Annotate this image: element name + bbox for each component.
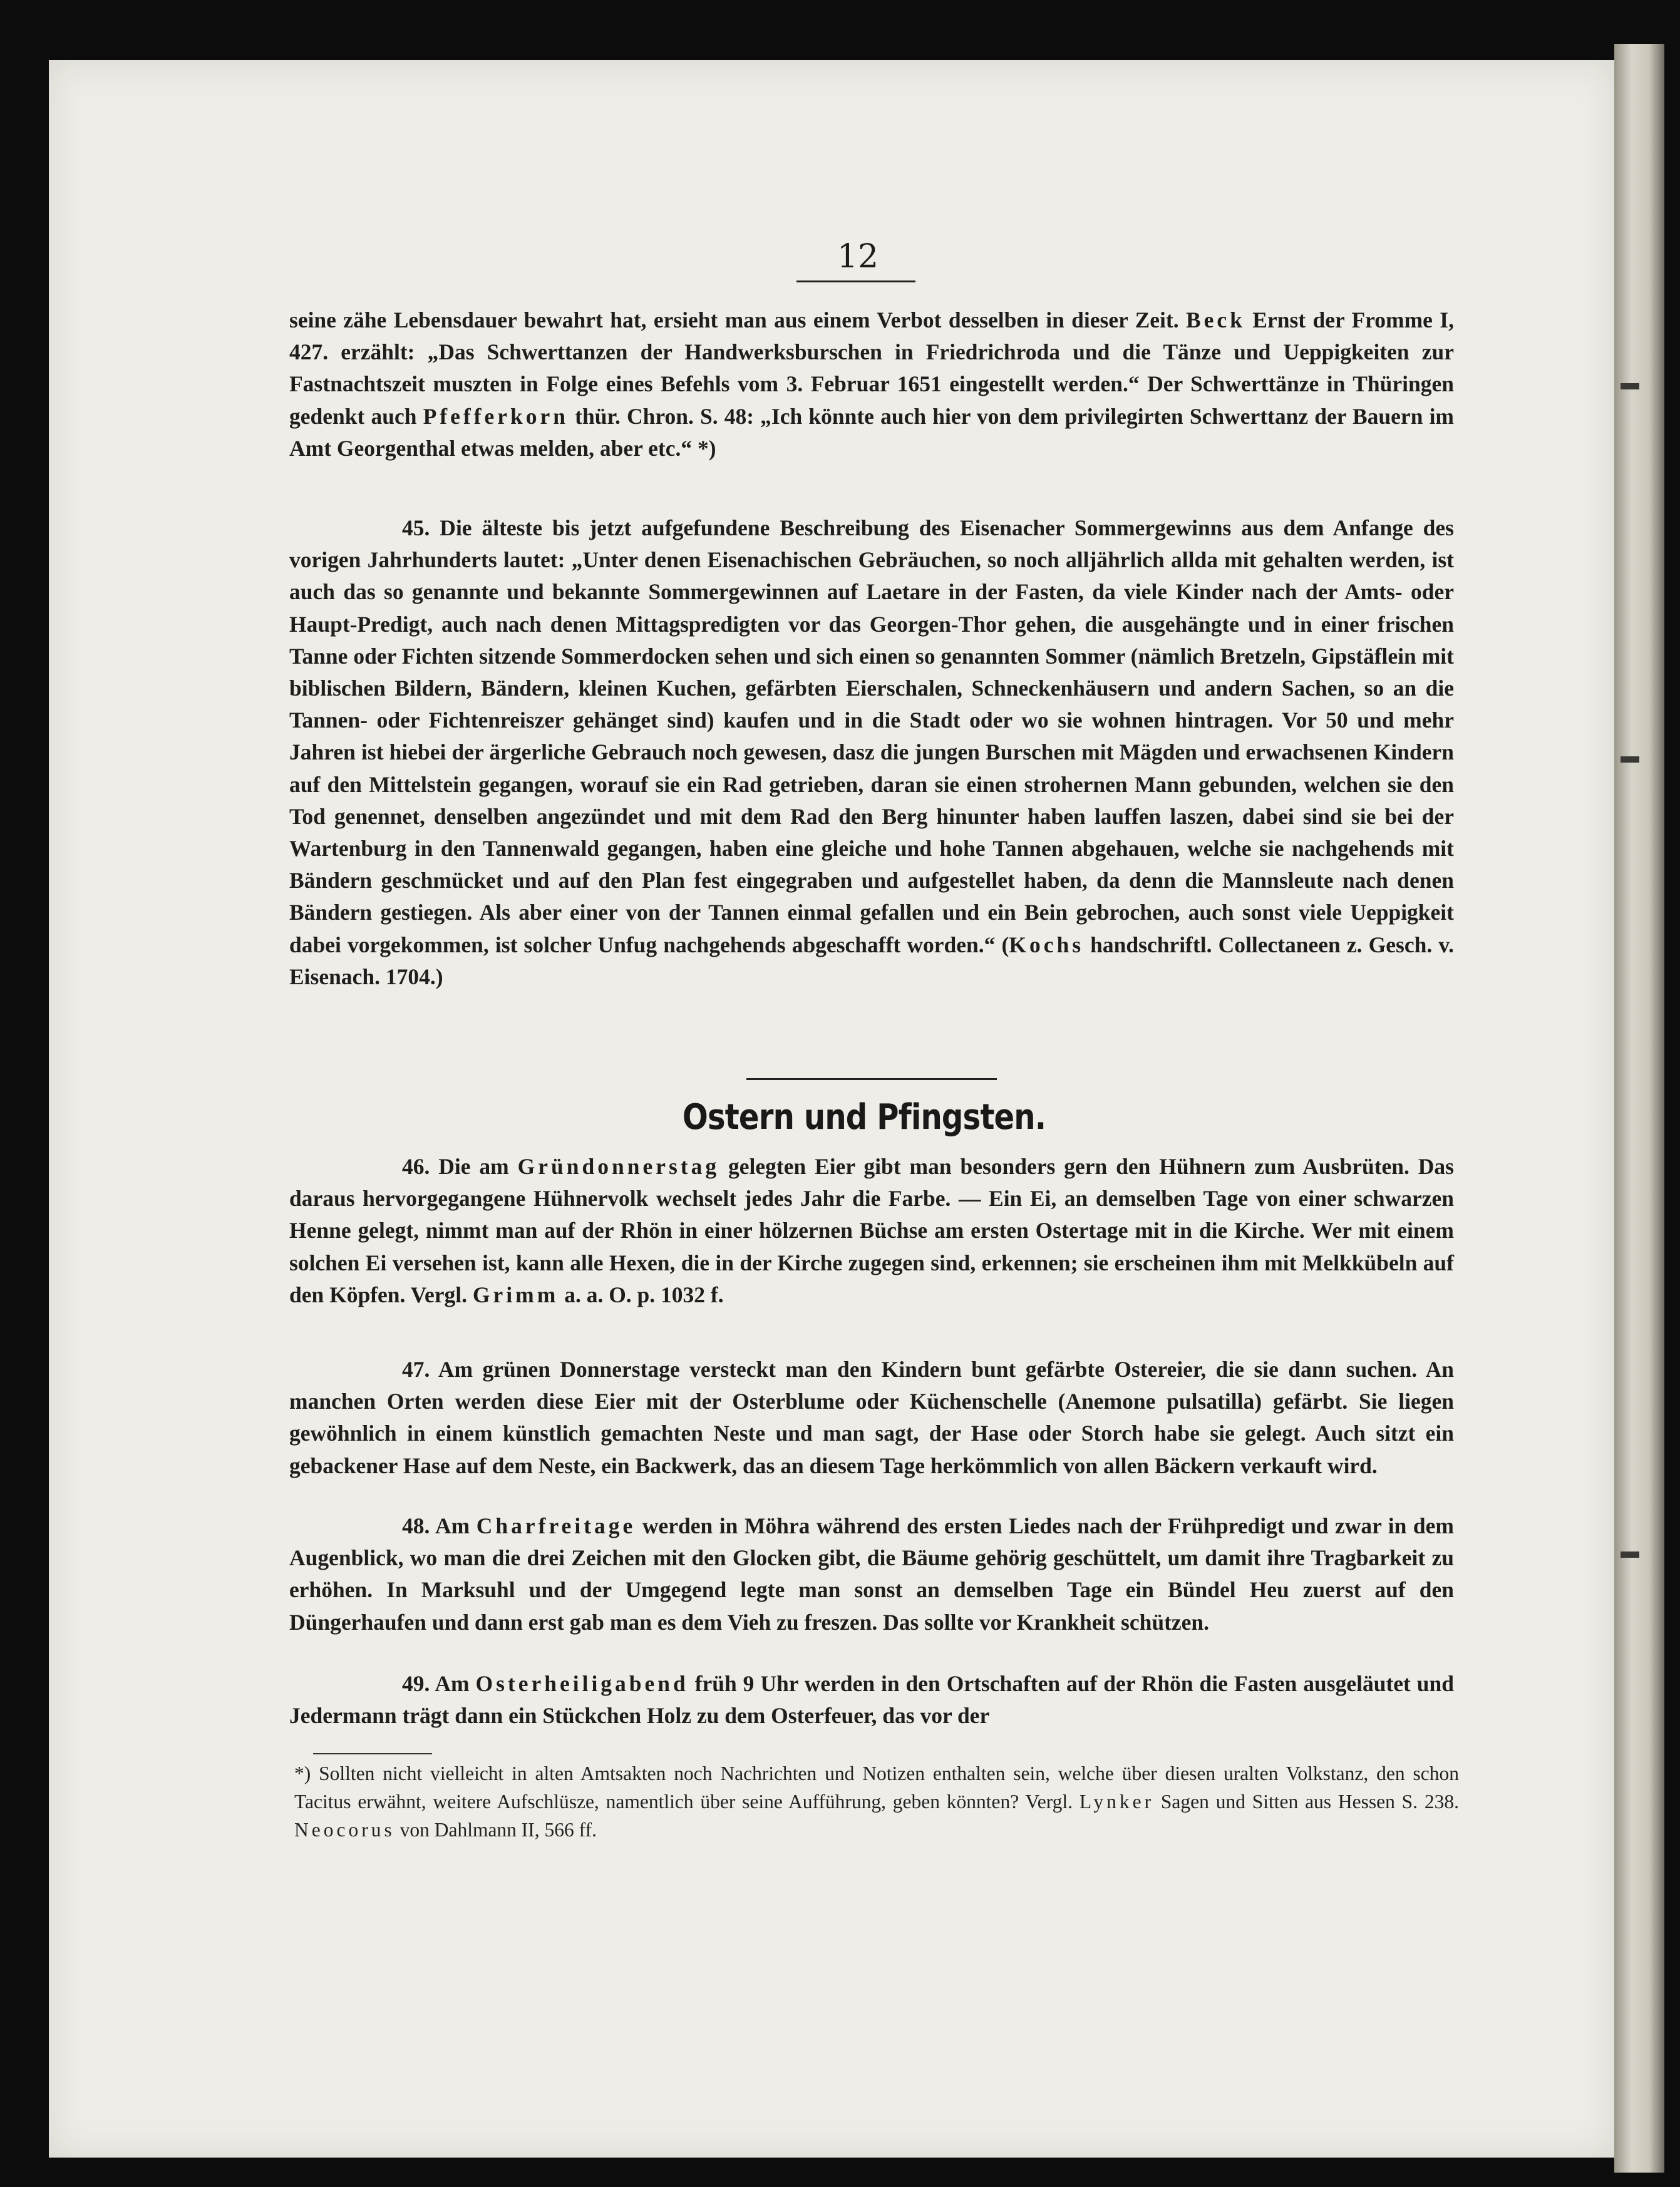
paragraph-45 [289, 512, 1454, 993]
edge-tab-mark [1621, 756, 1639, 763]
spaced-name: Osterheiligabend [475, 1671, 689, 1696]
edge-tab-mark [1621, 383, 1639, 389]
text-run: *) Sollten nicht vielleicht in alten Amtsakten noch Nachrichten und Notizen enthalten sein, welche über diesen uralten Volkstanz, den schon Tacitus erwähnt, weitere Aufschlüsze, namentlich über seine Aufführung, geben könnten? Vergl. [294, 1762, 1459, 1813]
paragraph-49 [289, 1668, 1454, 1732]
paragraph-47 [289, 1354, 1454, 1482]
text-run: handschriftl. Collectaneen z. Gesch. v. Eisenach. 1704.) [289, 932, 1455, 989]
page-number-rule [796, 280, 915, 282]
footnote [294, 1759, 1459, 1844]
text-run: Ernst der Fromme I, 427. erzählt: „Das Schwerttanzen der Handwerksburschen in Friedrichroda und die Tänze und Ueppigkeiten zur Fastnachtszeit muszten in Folge eines Befehls vom 3. Februar 1651 eingestellt werden.“ Der Schwerttänze in Thüringen gedenkt auch [289, 307, 1454, 429]
text-run: 47. Am grünen Donnerstage versteckt man den Kindern bunt gefärbte Ostereier, die sie dann suchen. An manchen Orten werden diese Eier mit der Osterblume oder Küchenschelle (Anemone pulsatilla) gefärbt. Sie liegen gewöhnlich in einem künstlich gemachten Neste und man sagt, der Hase oder Storch habe sie gelegt. Auch sitzt ein gebackener Hase auf dem Neste, ein Backwerk, das an diesem Tage herkömmlich von allen Bäckern verkauft wird. [289, 1357, 1454, 1478]
spaced-name: Gründonnerstag [517, 1154, 720, 1179]
spaced-name: Beck [1185, 307, 1245, 332]
text-run: früh 9 Uhr werden in den Ortschaften auf der Rhön die Fasten ausgeläutet und Jedermann trägt dann ein Stückchen Holz zu dem Osterfeuer, das vor der [289, 1671, 1455, 1729]
text-run: gelegten Eier gibt man besonders gern den Hühnern zum Ausbrüten. Das daraus hervorgegangene Hühnervolk wechselt jedes Jahr die Farbe. — Ein Ei, an demselben Tage von einer schwarzen Henne gelegt, nimmt man auf der Rhön in einer hölzernen Büchse am ersten Ostertage mit in die Kirche. Wer mit einem solchen Ei versehen ist, kann alle Hexen, die in der Kirche zugegen sind, erkennen; sie erscheinen ihm mit Melkkübeln auf den Köpfen. Vergl. [289, 1154, 1454, 1307]
text-run: thür. Chron. S. 48: „Ich könnte auch hier von dem privilegirten Schwerttanz der Bauern im Amt Georgenthal etwas melden, aber etc.“ *) [289, 403, 1455, 461]
section-divider [746, 1078, 997, 1080]
text-run: Sagen und Sitten aus Hessen S. 238. [1154, 1791, 1459, 1813]
spaced-name: Grimm [472, 1282, 559, 1307]
section-heading: Ostern und Pfingsten. [682, 1097, 1046, 1138]
spaced-name: Lynker [1079, 1791, 1155, 1813]
paragraph-intro [289, 304, 1454, 465]
spaced-name: Pfefferkorn [423, 403, 569, 429]
edge-tab-mark [1621, 1551, 1639, 1558]
text-run: seine zähe Lebensdauer bewahrt hat, ersieht man aus einem Verbot desselben in dieser Zeit. [289, 307, 1186, 332]
spaced-name: Neocorus [294, 1819, 395, 1841]
spaced-name: Charfreitage [476, 1513, 636, 1538]
text-run: 49. Am [402, 1671, 476, 1696]
text-run: von Dahlmann II, 566 ff. [394, 1819, 597, 1841]
text-run: werden in Möhra während des ersten Liedes nach der Frühpredigt und zwar in dem Augenblick, wo man die drei Zeichen mit den Glocken gibt, die Bäume gehörig geschüttelt, um damit ihre Tragbarkeit zu erhöhen. In Marksuhl und der Umgegend legte man sonst an demselben Tage ein Bündel Heu zuerst auf den Düngerhaufen und dann erst gab man es dem Vieh zu freszen. Das sollte vor Krankheit schützen. [289, 1513, 1455, 1635]
text-run: 48. Am [402, 1513, 477, 1538]
paragraph-46 [289, 1151, 1454, 1311]
paragraph-48 [289, 1510, 1454, 1639]
footnote-rule [313, 1753, 432, 1754]
text-run: 46. Die am [402, 1154, 518, 1179]
page-number: 12 [837, 238, 879, 275]
page-edge [1614, 44, 1664, 2173]
text-run: a. a. O. p. 1032 f. [559, 1282, 724, 1307]
spaced-name: Kochs [1009, 932, 1085, 957]
text-run: 45. Die älteste bis jetzt aufgefundene Beschreibung des Eisenacher Sommergewinns aus dem Anfange des vorigen Jahrhunderts lautet: „Unter denen Eisenachischen Gebräuchen, so noch alljährlich allda mit gehalten werden, ist auch das so genannte und bekannte Sommergewinnen auf Laetare in der Fasten, da viele Kinder nach der Amts- oder Haupt-Predigt, auch nach denen Mittagspredigten vor das Georgen-Thor gehen, die ausgehängte und in einer frischen Tanne oder Fichten sitzende Sommerdocken sehen und sich einen so genannten Sommer (nämlich Bretzeln, Gipstäflein mit biblischen Bildern, Bändern, kleinen Kuchen, gefärbten Eierschalen, Schneckenhäusern und andern Sachen, so an die Tannen- oder Fichtenreiszer gehänget sind) kaufen und in die Stadt oder wo sie wohnen hintragen. Vor 50 und mehr Jahren ist hiebei der ärgerliche Gebrauch noch gewesen, dasz die jungen Burschen mit Mägden und erwachsenen Kindern auf den Mittelstein gegangen, worauf sie ein Rad getrieben, daran sie einen strohernen Mann gebunden, welchen sie den Tod genennet, denselben angezündet und mit dem Rad den Berg hinunter haben lauffen laszen, dabei sind sie bei der Wartenburg in den Tannenwald gegangen, haben eine gleiche und hohe Tannen abgehauen, welche sie nachgehends mit Bändern geschmücket und auf den Plan fest eingegraben und aufgestellet haben, da denn die Mannsleute nach denen Bändern gestiegen. Als aber einer von der Tannen einmal gefallen und ein Bein gebrochen, auch sonst viele Ueppigkeit dabei vorgekommen, ist solcher Unfug nachgehends abgeschafft worden.“ ( [289, 515, 1454, 957]
